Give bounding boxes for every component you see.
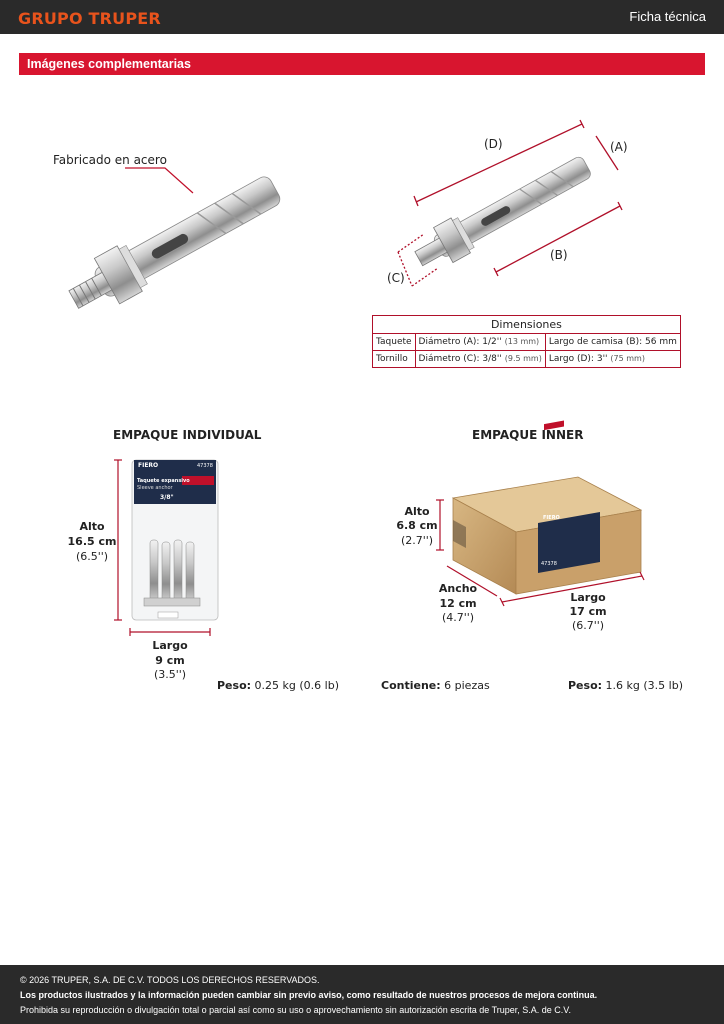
inner-contents: Contiene: 6 piezas <box>381 679 490 692</box>
disclaimer: Los productos ilustrados y la información pueden cambiar sin previo aviso, como resultado de nuestros procesos de mejora continua. <box>20 990 598 1000</box>
part-name: Taquete <box>373 334 416 351</box>
part-name: Tornillo <box>373 351 416 368</box>
individual-heading: EMPAQUE INDIVIDUAL <box>113 428 262 442</box>
individual-alto-cm: 16.5 cm <box>67 535 117 548</box>
table-row <box>373 334 681 351</box>
footer <box>0 965 724 1024</box>
material-label: Fabricado en acero <box>53 153 167 167</box>
inner-alto-in: (2.7'') <box>400 534 434 547</box>
inner-largo-label: Largo <box>570 591 606 604</box>
inner-ancho-in: (4.7'') <box>441 611 475 624</box>
dim-letter-c: (C) <box>387 271 405 285</box>
legal-notice: Prohibida su reproducción o divulgación total o parcial así como su uso o aprovechamiento sin autorización escrita de Truper, S.A. de C.V. <box>20 1005 571 1015</box>
pack-size: 3/8" <box>160 494 174 501</box>
pack-title: Taquete expansivo <box>137 478 190 484</box>
anchor-photo-left <box>61 165 287 322</box>
inner-ancho-label: Ancho <box>438 582 478 595</box>
individual-largo-label: Largo <box>152 639 188 652</box>
inner-heading: EMPAQUE INNER <box>472 428 584 442</box>
inner-largo-cm: 17 cm <box>569 605 607 618</box>
inner-alto-cm: 6.8 cm <box>396 519 438 532</box>
anchor-photo-right <box>398 120 622 286</box>
dimensions-table <box>372 315 681 368</box>
dim-letter-b: (B) <box>550 248 568 262</box>
diameter-cell: Diámetro (C): 3/8'' (9.5 mm) <box>415 351 545 368</box>
box-brand: FIERO <box>543 515 560 521</box>
individual-largo-in: (3.5'') <box>153 668 187 681</box>
pack-code: 47378 <box>197 463 213 469</box>
individual-alto-label: Alto <box>79 520 105 533</box>
inner-largo-in: (6.7'') <box>571 619 605 632</box>
table-row <box>373 351 681 368</box>
section-title: Imágenes complementarias <box>27 57 191 71</box>
inner-box <box>436 421 644 606</box>
inner-weight: Peso: 1.6 kg (3.5 lb) <box>568 679 683 692</box>
truper-logo: GRUPO TRUPER <box>18 9 161 28</box>
document-type: Ficha técnica <box>629 9 706 24</box>
individual-alto-in: (6.5'') <box>75 550 109 563</box>
length-cell: Largo (D): 3'' (75 mm) <box>545 351 680 368</box>
copyright: © 2026 TRUPER, S.A. DE C.V. TODOS LOS DERECHOS RESERVADOS. <box>20 975 320 985</box>
inner-alto-label: Alto <box>404 505 430 518</box>
inner-ancho-cm: 12 cm <box>439 597 477 610</box>
dim-letter-d: (D) <box>484 137 503 151</box>
individual-largo-cm: 9 cm <box>155 654 185 667</box>
pack-subtitle: Sleeve anchor <box>137 485 173 491</box>
individual-weight: Peso: 0.25 kg (0.6 lb) <box>217 679 339 692</box>
pack-brand: FIERO <box>138 462 159 469</box>
dimensions-title: Dimensiones <box>373 316 681 334</box>
length-cell: Largo de camisa (B): 56 mm <box>545 334 680 351</box>
dim-letter-a: (A) <box>610 140 628 154</box>
diameter-cell: Diámetro (A): 1/2'' (13 mm) <box>415 334 545 351</box>
box-code: 47378 <box>541 561 557 567</box>
